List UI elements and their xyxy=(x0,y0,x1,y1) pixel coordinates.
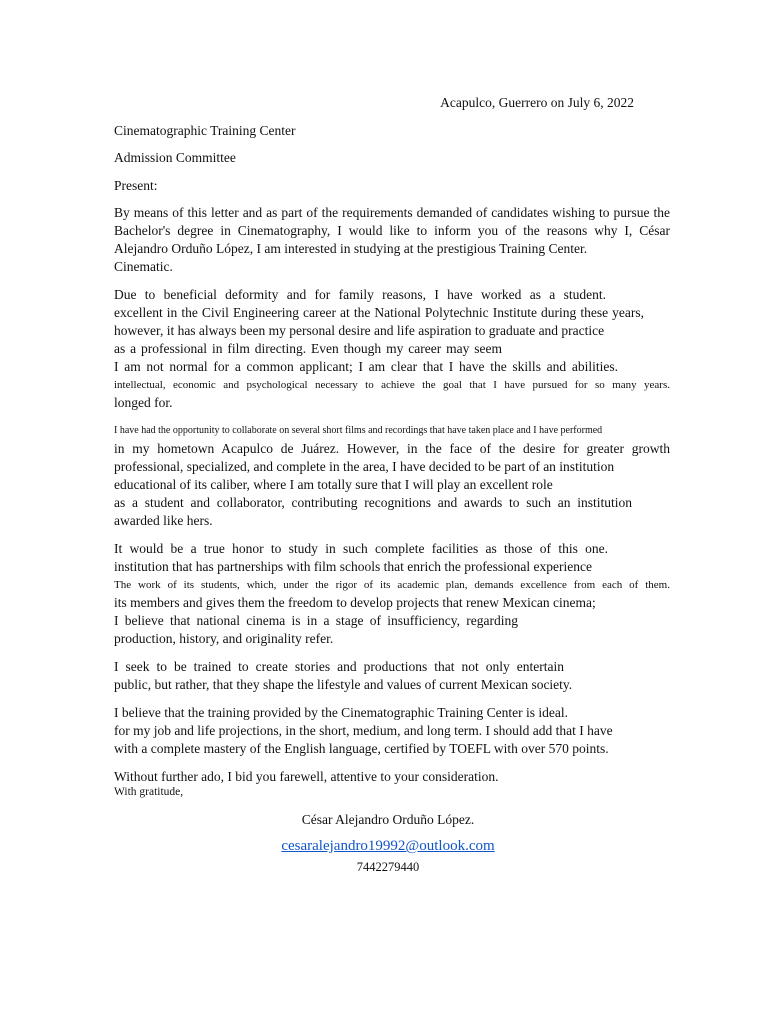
text-line: awarded like hers. xyxy=(114,513,213,528)
text-line: for my job and life projections, in the short, medium, and long term. I should add that I have xyxy=(114,723,613,738)
recipient-institution: Cinematographic Training Center xyxy=(114,123,296,138)
text-line: intellectual, economic and psychological necessary to achieve the goal that I have pursued for so many years. xyxy=(114,379,670,391)
paragraph-background xyxy=(114,286,670,412)
signature-name: César Alejandro Orduño López. xyxy=(301,812,475,827)
paragraph-intro xyxy=(114,204,670,276)
signature-email-row xyxy=(0,838,768,855)
text-line: I have had the opportunity to collaborate on several short films and recordings that have taken place and I have performed xyxy=(114,425,603,436)
signature-phone: 7442279440 xyxy=(356,860,420,874)
text-line: with a complete mastery of the English language, certified by TOEFL with over 570 points. xyxy=(114,741,609,756)
text-line: professional, specialized, and complete in the area, I have decided to be part of an institution xyxy=(114,459,615,474)
text-line: as a professional in film directing. Even though my career may seem xyxy=(114,341,502,356)
letter-body xyxy=(114,204,670,796)
text-line: educational of its caliber, where I am totally sure that I will play an excellent role xyxy=(114,477,553,492)
text-line: in my hometown Acapulco de Juárez. However, in the face of the desire for greater growth xyxy=(114,441,670,456)
paragraph-goal xyxy=(114,658,670,694)
text-line: as a student and collaborator, contributing recognitions and awards to such an institution xyxy=(114,495,632,510)
paragraph-honor xyxy=(114,540,670,648)
text-line: Cinematic. xyxy=(114,259,173,274)
text-line: public, but rather, that they shape the lifestyle and values of current Mexican society. xyxy=(114,677,573,692)
text-line: institution that has partnerships with film schools that enrich the professional experience xyxy=(114,559,593,574)
text-line: longed for. xyxy=(114,395,173,410)
text-line: however, it has always been my personal desire and life aspiration to graduate and practice xyxy=(114,323,605,338)
text-line: I believe that national cinema is in a stage of insufficiency, regarding xyxy=(114,613,518,628)
place-date: Acapulco, Guerrero on July 6, 2022 xyxy=(440,95,634,110)
paragraph-farewell xyxy=(114,768,670,786)
recipient-committee: Admission Committee xyxy=(114,150,236,165)
paragraph-experience xyxy=(114,422,670,530)
text-line: production, history, and originality refer. xyxy=(114,631,334,646)
text-line: I believe that the training provided by the Cinematographic Training Center is ideal. xyxy=(114,705,569,720)
text-line: I am not normal for a common applicant; I am clear that I have the skills and abilities. xyxy=(114,359,618,374)
text-line: Alejandro Orduño López, I am interested in studying at the prestigious Training Center. xyxy=(114,241,588,256)
recipient-present: Present: xyxy=(114,178,158,193)
text-line: Due to beneficial deformity and for family reasons, I have worked as a student. xyxy=(114,287,606,302)
text-line: excellent in the Civil Engineering career at the National Polytechnic Institute during these years, xyxy=(114,305,644,320)
text-line: Without further ado, I bid you farewell, attentive to your consideration. xyxy=(114,769,499,784)
email-link[interactable]: cesaralejandro19992@outlook.com xyxy=(281,838,495,854)
text-line: Bachelor's degree in Cinematography, I would like to inform you of the reasons why I, César xyxy=(114,223,670,238)
text-line: By means of this letter and as part of the requirements demanded of candidates wishing to pursue the xyxy=(114,205,670,220)
text-line: I seek to be trained to create stories and productions that not only entertain xyxy=(114,659,564,674)
paragraph-training xyxy=(114,704,670,758)
text-line: The work of its students, which, under the rigor of its academic plan, demands excellence from each of them. xyxy=(114,579,670,591)
text-line: its members and gives them the freedom to develop projects that renew Mexican cinema; xyxy=(114,595,596,610)
text-line: It would be a true honor to study in such complete facilities as those of this one. xyxy=(114,541,608,556)
closing-greeting: With gratitude, xyxy=(114,786,184,798)
